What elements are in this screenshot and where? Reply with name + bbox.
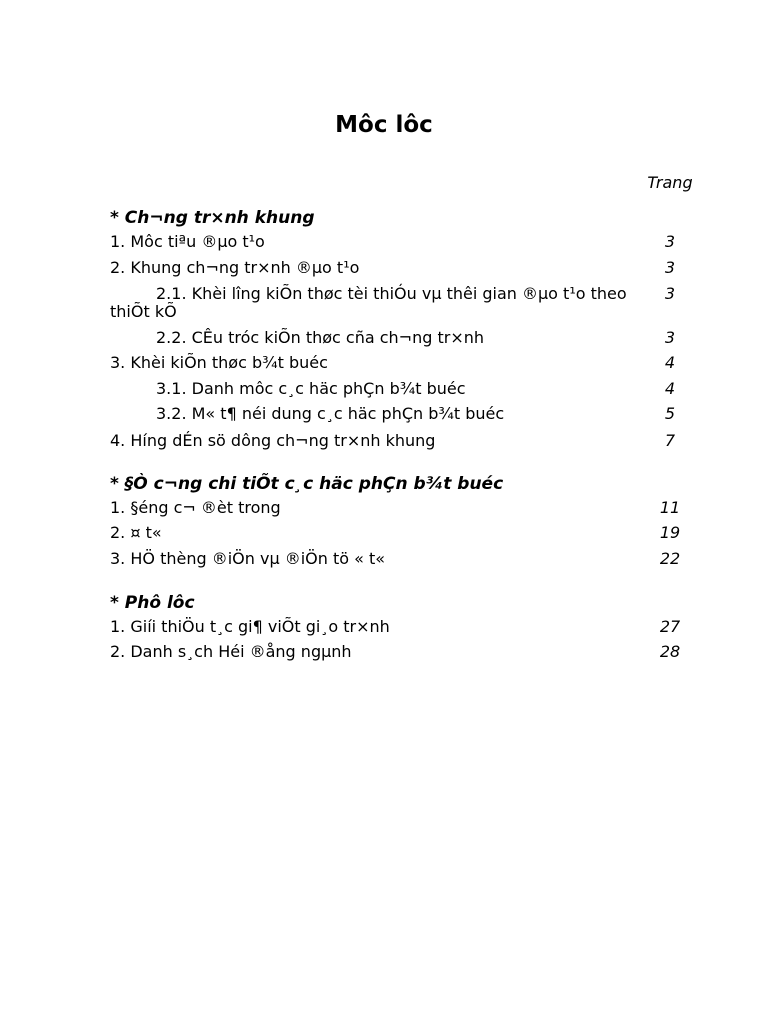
toc-item: 2. Danh s¸ch Héi ®ång ngµnh [110,642,352,661]
toc-item: 2. ¤ t« [110,523,162,542]
toc-page-number: 11 [659,498,681,517]
toc-subitem: 3.1. Danh môc c¸c häc phÇn b¾t buéc [156,379,466,398]
toc-page-number: 4 [664,379,676,398]
toc-subitem: 2.2. CÊu tróc kiÕn thøc cña ch¬ng tr×nh [156,328,485,347]
toc-page-number: 3 [664,284,676,303]
page-column-header: Trang [647,173,693,192]
toc-page-number: 5 [664,404,676,423]
toc-page-number: 22 [659,549,681,568]
toc-item: 2. Khung ch¬ng tr×nh ®µo t¹o [110,258,360,277]
toc-subitem: 3.2. M« t¶ néi dung c¸c häc phÇn b¾t buéc [156,404,505,423]
toc-page-number: 4 [664,353,676,372]
section-heading-appendix: * Phô lôc [110,593,195,613]
toc-item: 1. §éng c¬ ®èt trong [110,498,281,517]
section-heading-program-framework: * Ch¬ng tr×nh khung [110,208,315,228]
toc-item: 3. Khèi kiÕn thøc b¾t buéc [110,353,328,372]
toc-page-number: 7 [664,431,676,450]
toc-page-number: 3 [664,232,676,251]
toc-item: 1. Môc tiªu ®µo t¹o [110,232,265,251]
section-heading-course-outlines: * §Ò c¬ng chi tiÕt c¸c häc phÇn b¾t buéc [110,474,504,494]
toc-item: 4. Híng dÉn sö dông ch¬ng tr×nh khung [110,431,436,450]
toc-subitem: 2.1. Khèi lîng kiÕn thøc tèi thiÓu vµ thêi gian ®µo t¹o theo thiÕt kÕ [110,284,627,321]
toc-page-number: 19 [659,523,681,542]
toc-item: 1. Giíi thiÖu t¸c gi¶ viÕt gi¸o tr×nh [110,617,390,636]
toc-page-number: 28 [659,642,681,661]
toc-page-number: 3 [664,328,676,347]
page-title: Môc lôc [335,112,433,138]
toc-item: 3. HÖ thèng ®iÖn vµ ®iÖn tö « t« [110,549,386,568]
toc-page-number: 27 [659,617,681,636]
toc-page-number: 3 [664,258,676,277]
